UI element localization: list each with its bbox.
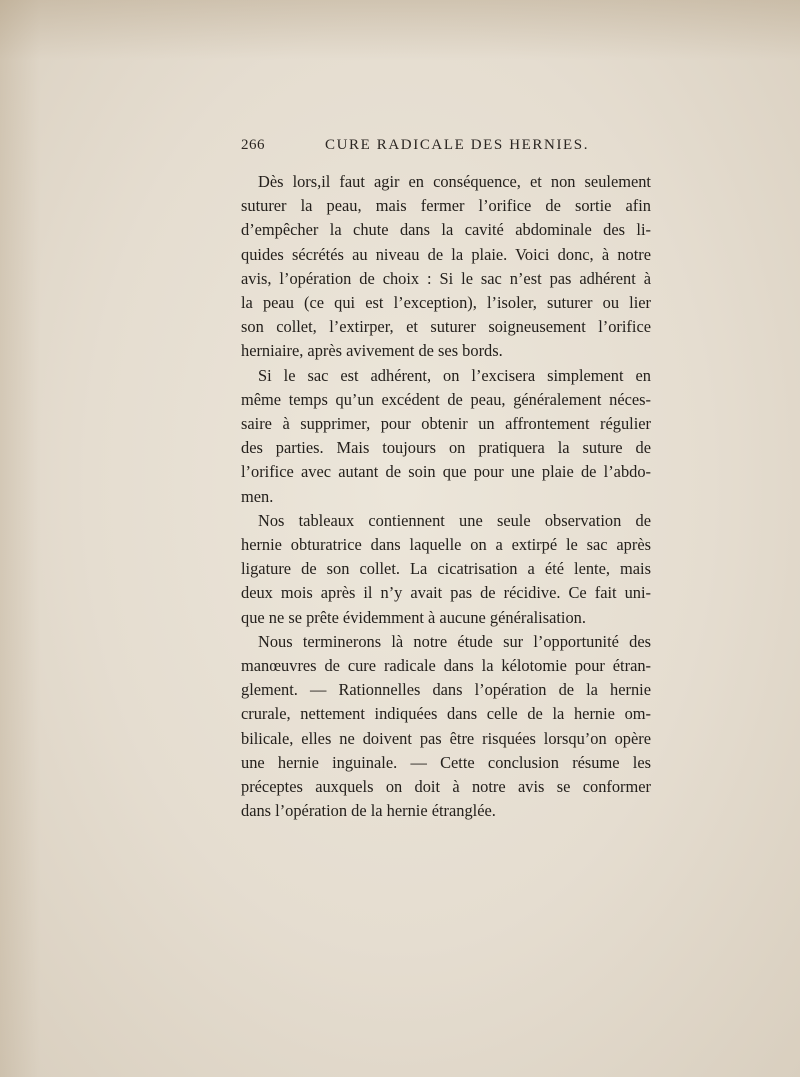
text-line: la peau (ce qui est l’exception), l’isoler, suturer ou lier xyxy=(241,293,651,313)
text-line: d’empêcher la chute dans la cavité abdominale des li- xyxy=(241,220,651,240)
text-line: Si le sac est adhérent, on l’excisera simplement en xyxy=(258,365,651,385)
text-line: herniaire, après avivement de ses bords. xyxy=(241,341,503,361)
text-line: des parties. Mais toujours on pratiquera la suture de xyxy=(241,438,651,458)
text-line: Dès lors,il faut agir en conséquence, et non seulement xyxy=(258,172,651,191)
text-line: crurale, nettement indiquées dans celle de la hernie om- xyxy=(241,704,651,724)
text-line: hernie obturatrice dans laquelle on a extirpé le sac après xyxy=(241,535,651,555)
text-line: une hernie inguinale. — Cette conclusion résume les xyxy=(241,752,651,772)
text-line: dans l’opération de la hernie étranglée. xyxy=(241,801,496,821)
body-text xyxy=(241,170,651,823)
text-line: quides sécrétés au niveau de la plaie. Voici donc, à notre xyxy=(241,244,651,264)
text-line: ligature de son collet. La cicatrisation a été lente, mais xyxy=(241,559,651,579)
text-line: que ne se prête évidemment à aucune généralisation. xyxy=(241,607,586,627)
text-line: préceptes auxquels on doit à notre avis se conformer xyxy=(241,777,651,797)
text-line: Nos tableaux contiennent une seule observation de xyxy=(258,510,651,530)
text-line: bilicale, elles ne doivent pas être risquées lorsqu’on opère xyxy=(241,728,651,748)
text-line: Nous terminerons là notre étude sur l’opportunité des xyxy=(258,631,651,651)
text-line: deux mois après il n’y avait pas de récidive. Ce fait uni- xyxy=(241,583,651,603)
text-line: saire à supprimer, pour obtenir un affrontement régulier xyxy=(241,414,651,434)
text-line: suturer la peau, mais fermer l’orifice de sortie afin xyxy=(241,196,651,216)
text-line: manœuvres de cure radicale dans la kélotomie pour étran- xyxy=(241,656,651,676)
text-line: son collet, l’extirper, et suturer soigneusement l’orifice xyxy=(241,317,651,337)
text-line: l’orifice avec autant de soin que pour une plaie de l’abdo- xyxy=(241,462,651,482)
running-head xyxy=(241,137,651,157)
text-line: avis, l’opération de choix : Si le sac n’est pas adhérent à xyxy=(241,268,651,288)
text-line: men. xyxy=(241,486,274,506)
running-title: CURE RADICALE DES HERNIES. xyxy=(325,137,590,153)
text-line: même temps qu’un excédent de peau, généralement néces- xyxy=(241,389,651,409)
text-line: glement. — Rationnelles dans l’opération de la hernie xyxy=(241,680,651,700)
page-number: 266 xyxy=(241,137,265,153)
